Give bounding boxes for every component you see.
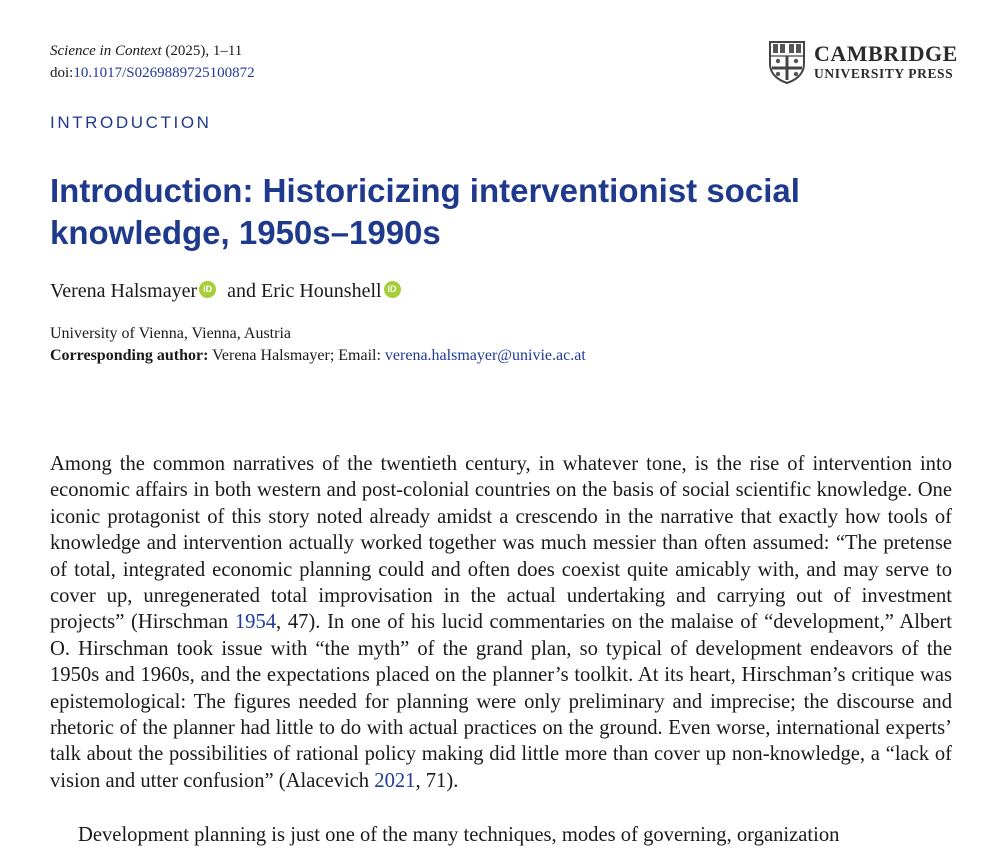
- citation-link[interactable]: 1954: [234, 611, 277, 634]
- publisher-name-line1: CAMBRIDGE: [814, 41, 958, 67]
- doi-link[interactable]: 10.1017/S0269889725100872: [73, 65, 255, 81]
- publisher-name-line2: UNIVERSITY PRESS: [814, 66, 954, 82]
- journal-line: [50, 40, 255, 62]
- journal-volume: (2025), 1–11: [161, 43, 243, 59]
- journal-citation: [50, 40, 255, 84]
- author-name[interactable]: Verena Halsmayer: [50, 280, 198, 302]
- article-title: Introduction: Historicizing interventionist social knowledge, 1950s–1990s: [50, 172, 800, 251]
- affiliation-block: [50, 323, 586, 367]
- author-connector: and: [222, 280, 262, 302]
- author-name[interactable]: Eric Hounshell: [261, 280, 382, 302]
- body-paragraph: Development planning is just one of the many techniques, modes of governing, organization: [78, 824, 840, 846]
- institution: University of Vienna, Vienna, Austria: [50, 325, 291, 342]
- email-link[interactable]: verena.halsmayer@univie.ac.at: [384, 347, 586, 364]
- body-text-segment: Among the common narratives of the twentieth century, in whatever tone, is the rise of intervention into economic affairs in both western and post-colonial countries on the basis of social scientific knowledge. One iconic protagonist of this story noted already amidst a crescendo in the narrative that exactly how tools of knowledge and intervention actually worked together was much messier than often assumed: “The pretense of total, integrated economic planning could and often does coexist quite amicably with, and may serve to cover up, unregenerated total improvisation in the actual undertaking and carrying out of investment projects” (Hirschman: [50, 453, 952, 634]
- journal-name: Science in Context: [50, 43, 162, 59]
- doi-line: [50, 62, 255, 84]
- publisher-logo[interactable]: [768, 40, 958, 84]
- body-text-segment: , 71).: [415, 769, 459, 792]
- orcid-icon[interactable]: iD: [199, 281, 216, 298]
- body-text-segment: , 47). In one of his lucid commentaries on the malaise of “development,” Albert O. Hirschman took issue with “the myth” of the grand plan, so typical of development endeavors of the 1950s and 1960s, and the expectations placed on the planner’s toolkit. At its heart, Hirschman’s critique was epistemological: The figures needed for planning were only preliminary and imprecise; the discourse and rhetoric of the planner had little to do with actual practices on the ground. Even worse, international experts’ talk about the possibilities of rational policy making did little more than cover up non-knowledge, a “lack of vision and utter confusion” (Alacevich: [50, 611, 952, 792]
- citation-link[interactable]: 2021: [374, 769, 416, 792]
- cambridge-shield-icon: [768, 40, 806, 84]
- doi-prefix: doi:: [50, 65, 74, 81]
- body-paragraph: [50, 451, 952, 794]
- author-list: [50, 280, 407, 303]
- orcid-icon[interactable]: iD: [384, 281, 401, 298]
- publisher-name: [814, 43, 958, 81]
- corresponding-author: [50, 345, 586, 367]
- corresponding-label: Corresponding author:: [50, 347, 209, 364]
- corresponding-text: Verena Halsmayer; Email:: [208, 347, 385, 364]
- section-label: INTRODUCTION: [50, 113, 212, 132]
